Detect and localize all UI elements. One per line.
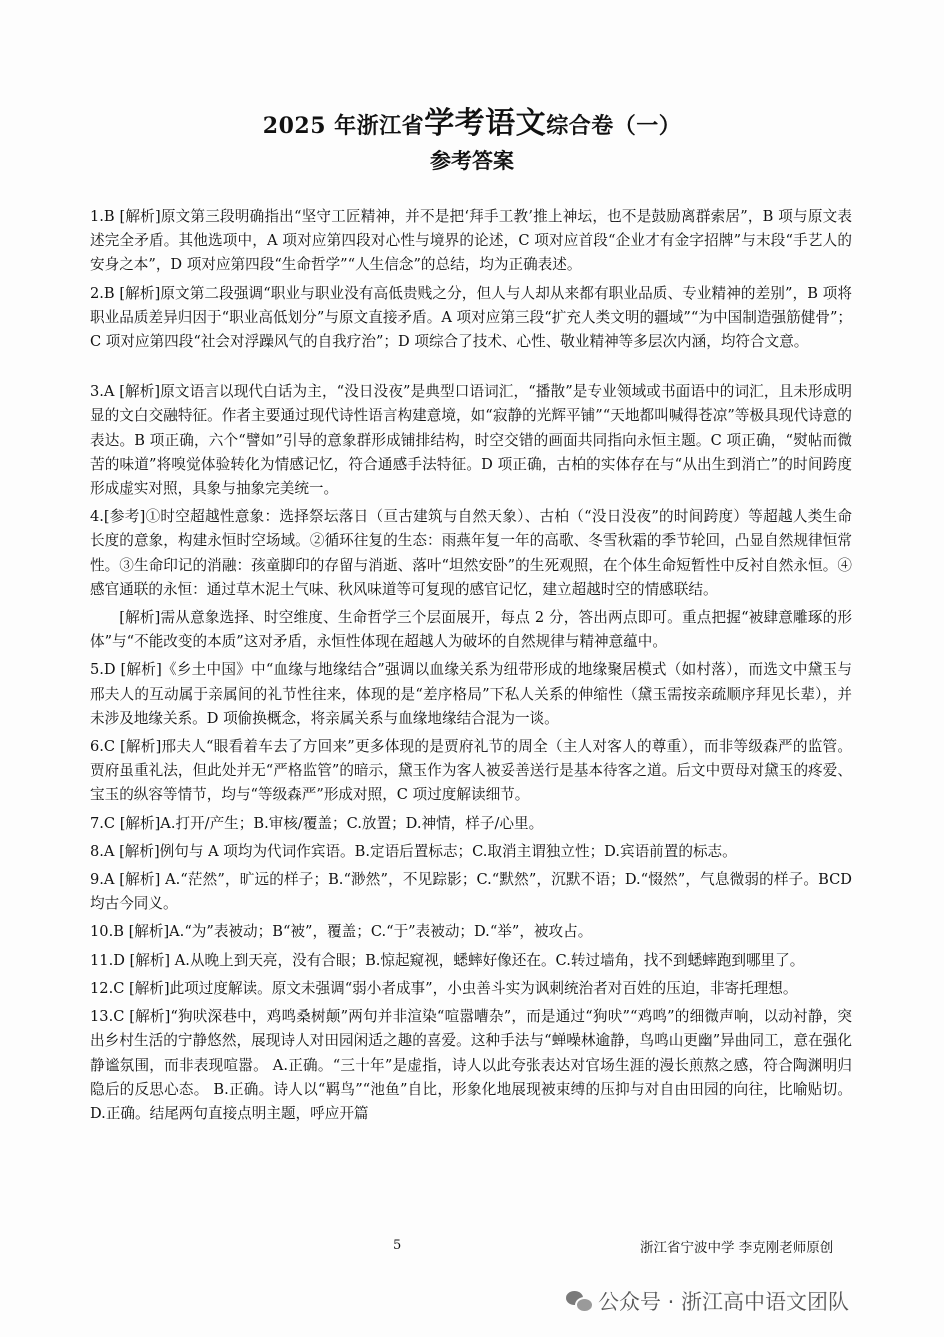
title-suffix: 综合卷（一） — [546, 113, 682, 139]
page-title — [0, 98, 944, 142]
answer-13: 13.C [解析]“狗吠深巷中，鸡鸣桑树颠”两句并非渲染“喧嚣嘈杂”，而是通过“狗吠”“鸡鸣”的细微声响，以动衬静，突出乡村生活的宁静悠然，展现诗人对田园闲适之趣的喜爱。这种手法与“蝉噪林逾静，鸟鸣山更幽”异曲同工，意在强化静谧氛围，而非表现喧嚣。 A.正确。“三十年”是虚指，诗人以此夸张表达对官场生涯的漫长煎熬之感，符合陶渊明归隐后的反思心态。 B.正确。诗人以“羁鸟”“池鱼”自比，形象化地展现被束缚的压抑与对自由田园的向往，比喻贴切。 D.正确。结尾两句直接点明主题，呼应开篇 — [90, 1008, 852, 1122]
answer-6: 6.C [解析]邢夫人“眼看着车去了方回来”更多体现的是贾府礼节的周全（主人对客人的尊重），而非等级森严的监管。贾府虽重礼法，但此处并无“严格监管”的暗示，黛玉作为客人被妥善送行是基本待客之道。后文中贾母对黛玉的疼爱、宝玉的纵容等情节，均与“等级森严”形成对照，C 项过度解读细节。 — [90, 738, 852, 804]
title-prefix: 2025 年浙江省 — [262, 113, 425, 139]
wechat-icon — [566, 1288, 592, 1314]
answer-9: 9.A [解析] A.“茫然”，旷远的样子；B.“渺然”，不见踪影；C.“默然”，沉默不语；D.“惙然”，气息微弱的样子。BCD 均古今同义。 — [90, 871, 852, 913]
answer-12: 12.C [解析]此项过度解读。原文未强调“弱小者成事”，小虫善斗实为讽刺统治者对百姓的压迫，非寄托理想。 — [90, 979, 798, 997]
answer-1: 1.B [解析]原文第三段明确指出“坚守工匠精神，并不是把‘拜手工教’推上神坛，也不是鼓励离群索居”，B 项与原文表述完全矛盾。其他选项中，A 项对应第四段对心性与境界的论述，C 项对应首段“企业才有金字招牌”与末段“手艺人的安身之本”，D 项对应第四段“生命哲学”“人生信念”的总结，均为正确表述。 — [90, 208, 852, 274]
page-subtitle: 参考答案 — [430, 148, 514, 173]
answer-4-analysis: [解析]需从意象选择、时空维度、生命哲学三个层面展开，每点 2 分，答出两点即可。重点把握“被肆意雕琢的形体”与“不能改变的本质”这对矛盾，永恒性体现在超越人为破坏的自然规律与精神意蕴中。 — [90, 609, 852, 651]
answer-4: 4.[参考]①时空超越性意象：选择祭坛落日（亘古建筑与自然天象）、古柏（“没日没夜”的时间跨度）等超越人类生命长度的意象，构建永恒时空场域。②循环往复的生态：雨燕年复一年的高歌、冬雪秋霜的季节轮回，凸显自然规律恒常性。③生命印记的消融：孩童脚印的存留与消逝、落叶“坦然安卧”的生死观照，在个体生命短暂性中反衬自然永恒。④感官通联的永恒：通过草木泥土气味、秋风味道等可复现的感官记忆，建立超越时空的情感联结。 — [90, 508, 852, 598]
wechat-watermark — [566, 1284, 849, 1318]
page-number: 5 — [393, 1238, 402, 1253]
answer-2: 2.B [解析]原文第二段强调“职业与职业没有高低贵贱之分，但人与人却从来都有职业品质、专业精神的差别”，B 项将职业品质差异归因于“职业高低划分”与原文直接矛盾。A 项对应第三段“扩充人类文明的疆域”“为中国制造强筋健骨”；C 项对应第四段“社会对浮躁风气的自我疗治”；D 项综合了技术、心性、敬业精神等多层次内涵，均符合文意。 — [90, 284, 852, 351]
watermark-text: 公众号 · 浙江高中语文团队 — [598, 1290, 850, 1314]
title-emphasis: 学考语文 — [424, 106, 547, 141]
answer-7: 7.C [解析]A.打开/产生；B.审核/覆盖；C.放置；D.神情，样子/心里。 — [90, 814, 544, 832]
footer-author: 浙江省宁波中学 李克刚老师原创 — [640, 1240, 834, 1256]
answer-5: 5.D [解析]《乡土中国》中“血缘与地缘结合”强调以血缘关系为纽带形成的地缘聚居模式（如村落），而选文中黛玉与邢夫人的互动属于亲属间的礼节性往来，体现的是“差序格局”下私人关系的伸缩性（黛玉需按亲疏顺序拜见长辈），并未涉及地缘关系。D 项偷换概念，将亲属关系与血缘地缘结合混为一谈。 — [90, 661, 852, 727]
answer-3: 3.A [解析]原文语言以现代白话为主，“没日没夜”是典型口语词汇，“播散”是专业领域或书面语中的词汇，且未形成明显的文白交融特征。作者主要通过现代诗性语言构建意境，如“寂静的光辉平铺”“天地都叫喊得苍凉”等极具现代诗意的表达。B 项正确，六个“譬如”引导的意象群形成铺排结构，时空交错的画面共同指向永恒主题。C 项正确，“熨帖而微苦的味道”将嗅觉体验转化为情感记忆，符合通感手法特征。D 项正确，古柏的实体存在与“从出生到消亡”的时间跨度形成虚实对照，具象与抽象完美统一。 — [90, 383, 852, 498]
answer-11: 11.D [解析] A.从晚上到天亮，没有合眼；B.惊起窥视，蟋蟀好像还在。C.转过墙角，找不到蟋蟀跑到哪里了。 — [90, 951, 805, 969]
answer-8: 8.A [解析]例句与 A 项均为代词作宾语。B.定语后置标志；C.取消主谓独立性；D.宾语前置的标志。 — [90, 842, 737, 860]
answer-10: 10.B [解析]A.“为”表被动；B“被”，覆盖；C.“于”表被动；D.“举”，被攻占。 — [90, 923, 593, 941]
answer-list — [90, 205, 852, 1130]
